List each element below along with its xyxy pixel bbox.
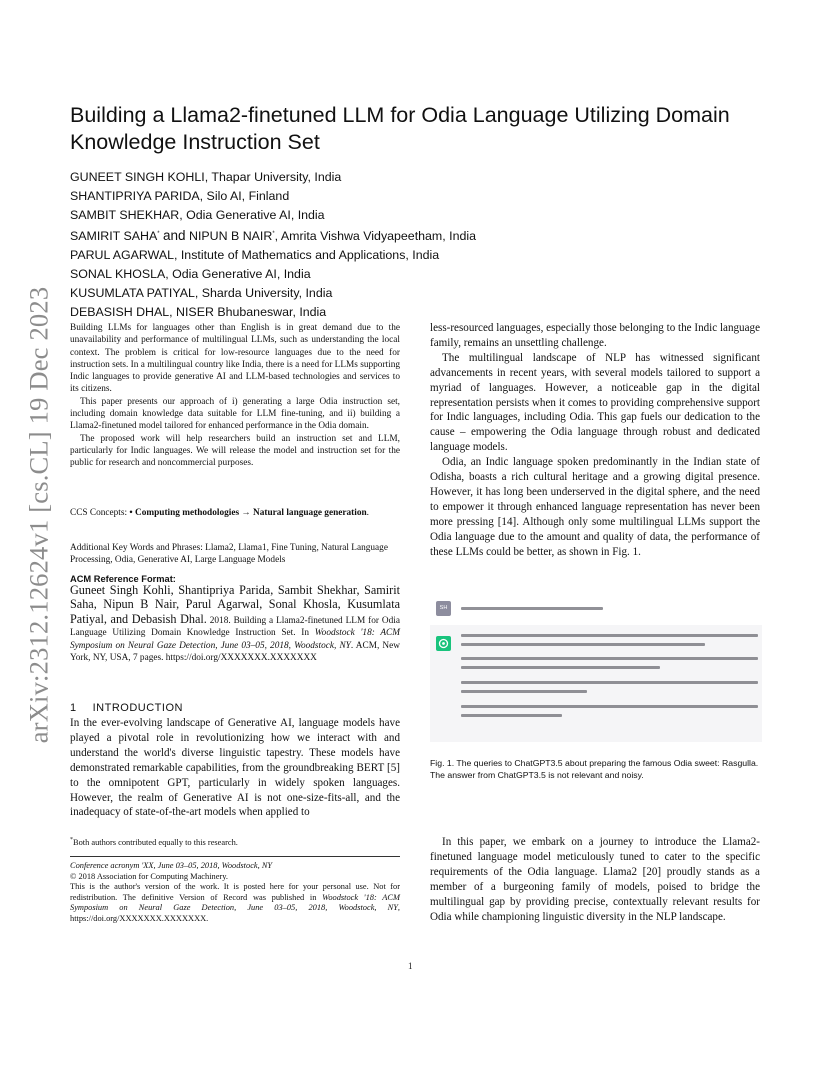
author-line: SHANTIPRIYA PARIDA, Silo AI, Finland [70,189,290,203]
page-number: 1 [408,961,413,971]
author-line: GUNEET SINGH KOHLI, Thapar University, India [70,170,342,184]
abstract [70,322,400,470]
footer-rule [70,856,400,857]
figure-chat-screenshot [430,595,762,742]
abstract-paragraph: Building LLMs for languages other than English is in great demand due to the unavailability and performance of multilingual LLMs, such as understanding the local context. The problem is critical for low-resource languages due to the need for instruction sets. In a multilingual country like India, there is a need for LLMs supporting Indic languages to provide generative AI and LLM-based technologies and services to its citizens. [70,323,400,395]
user-message-row [430,595,762,619]
equal-contribution-mark: * [157,231,160,237]
acm-reference-venue: Woodstock '18: ACM Symposium on Neural Gaze Detection, June 03–05, 2018, Woodstock, NY [70,628,400,651]
ccs-concepts: CCS Concepts: • Computing methodologies → Natural language generation. [70,508,369,518]
paper-title: Building a Llama2-finetuned LLM for Odia Language Utilizing Domain Knowledge Instruction Set [70,103,730,154]
author-affiliation: , Amrita Vishwa Vidyapeetham, India [274,229,477,244]
abstract-paragraph: The proposed work will help researchers build an instruction set and LLM, particularly for Indic languages. We will release the model and instruction set for the public for research and noncommercial purposes. [70,433,400,469]
odia-text-line [461,666,660,669]
odia-text-line [461,657,758,660]
chatgpt-logo-icon [436,636,451,651]
version-note: This is the author's version of the work. It is posted here for your personal use. Not for redistribution. The definitive Version of Record was published in Woodstock '18: ACM Symposium on Neural Gaze Detection, June 03–05, 2018, Woodstock, NY, https://doi.org/XXXXXXX.XXXXXXX. [70,882,400,923]
author-line: DEBASISH DHAL, NISER Bhubaneswar, India [70,305,327,320]
odia-text-line [461,607,603,610]
author-line [70,225,476,246]
author-conjunction: and [163,228,186,244]
keywords: Additional Key Words and Phrases: Llama2, Llama1, Fine Tuning, Natural Language Processing, Odia, Generative AI, Large Language Models [70,543,388,566]
abstract-paragraph: This paper presents our approach of i) generating a large Odia instruction set, including domain knowledge data suitable for LLM fine-tuning, and ii) building a Llama2-finetuned model tailored for enhanced performance in the Odia domain. [70,396,400,432]
author-name: NIPUN B NAIR [189,229,273,244]
right-column-text-bottom [430,835,760,924]
author-line: PARUL AGARWAL, Institute of Mathematics and Applications, India [70,248,440,263]
odia-text-line [461,681,758,684]
copyright-line: © 2018 Association for Computing Machinery. [70,871,228,881]
introduction-text [70,716,400,820]
footnote-mark: * [70,837,73,843]
ccs-concepts-list: • Computing methodologies → Natural language generation [129,508,367,518]
author-name: SAMIRIT SAHA [70,229,158,244]
equal-contribution-mark: * [272,231,275,237]
body-paragraph: Odia, an Indic language spoken predominantly in the Indian state of Odisha, boasts a rich cultural heritage and a growing digital presence. However, it has long been underserved in the digital sphere, and the need to empower it through enhanced language representation has never been more pressing [14]. Although only some multilingual LLMs support the Odia language due to the amount and quality of data, the performance of these LLMs could be better, as shown in Fig. 1. [430,456,760,558]
section-title: INTRODUCTION [92,702,183,714]
acm-reference [70,574,400,664]
section-number: 1 [70,702,77,714]
author-list [70,168,476,322]
acm-reference-text: Guneet Singh Kohli, Shantipriya Parida, Sambit Shekhar, Samirit Saha, Nipun B Nair, Parul Agarwal, Sonal Khosla, Kusumlata Patiyal, and Debasish Dhal. 2018. Building a Llama2-finetuned LLM for Odia Language Utilizing Domain Knowledge Instruction Set. In Woodstock '18: ACM Symposium on Neural Gaze Detection, June 03–05, 2018, Woodstock, NY. ACM, New York, NY, USA, 7 pages. https://doi.org/XXXXXXX.XXXXXXX [70,583,400,664]
author-line: KUSUMLATA PATIYAL, Sharda University, India [70,286,333,301]
body-paragraph: less-resourced languages, especially those belonging to the Indic language family, remains an unsettling challenge. [430,322,760,349]
odia-text-line [461,714,562,717]
body-paragraph: In the ever-evolving landscape of Generative AI, language models have played a pivotal role in revolutionizing how we interact with and understand the world's diverse linguistic tapestry. These models have demonstrated remarkable capabilities, from the groundbreaking BERT [5] to the omnipotent GPT, particularly in widely spoken languages. However, the realm of Generative AI is not one-size-fits-all, and the inadequacy of state-of-the-art models when applied to [70,717,400,819]
assistant-message-row [430,625,762,742]
figure-caption: Fig. 1. The queries to ChatGPT3.5 about preparing the famous Odia sweet: Rasgulla. The answer from ChatGPT3.5 is not relevant and noisy. [430,758,759,781]
acm-reference-authors: Guneet Singh Kohli, Shantipriya Parida, Sambit Shekhar, Samirit Saha, Nipun B Nair, Parul Agarwal, Sonal Khosla, Kusumlata Patiyal, and Debasish Dhal. [70,583,400,626]
body-paragraph: The multilingual landscape of NLP has witnessed significant advancements in recent years, with several models tailored to support a myriad of languages. However, a noticeable gap in the digital representation persists when it comes to providing comprehensive support for Indic languages, including Odia. This gap fuels our dedication to the cause – empowering the Odia language through robust and dedicated language models. [430,351,760,454]
user-avatar-icon: SH [436,601,451,616]
footnote: *Both authors contributed equally to this research. [70,837,238,847]
author-line: SAMBIT SHEKHAR, Odia Generative AI, India [70,208,325,222]
odia-text-line [461,634,758,637]
author-line: SONAL KHOSLA, Odia Generative AI, India [70,267,311,282]
section-heading-introduction [70,698,400,716]
odia-text-line [461,643,705,646]
conference-acronym: Conference acronym 'XX, June 03–05, 2018, Woodstock, NY [70,861,273,870]
acm-reference-heading: ACM Reference Format: [70,574,176,584]
odia-text-line [461,705,758,708]
odia-text-line [461,690,587,693]
right-column-text-top [430,321,760,560]
arxiv-stamp [19,265,59,765]
conference-info [70,861,400,925]
arxiv-stamp-text: arXiv:2312.12624v1 [cs.CL] 19 Dec 2023 [23,286,54,744]
body-paragraph: In this paper, we embark on a journey to introduce the Llama2-finetuned language model meticulously tuned to cater to the specific requirements of the Odia language. Llama2 [20] proudly stands as a member of a burgeoning family of models, poised to bridge the multilingual gap by providing precise, contextually relevant results for Odia while championing linguistic diversity in the NLP landscape. [430,836,760,923]
